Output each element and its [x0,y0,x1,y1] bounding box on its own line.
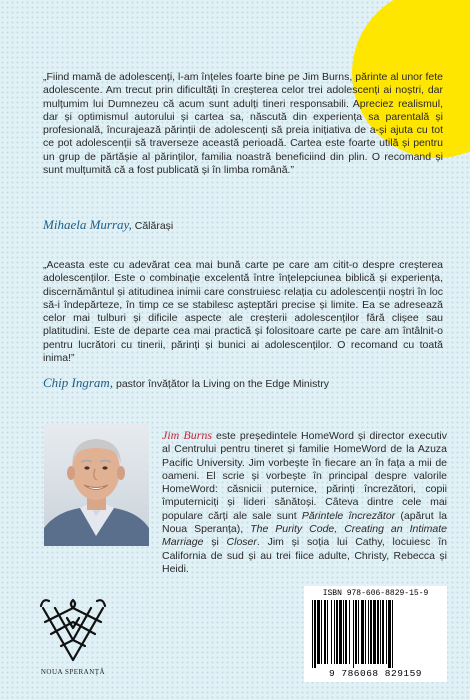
bio-book-1: Părintele încrezător [301,509,396,522]
testimonial-author-2: Chip Ingram, [43,375,114,390]
isbn-barcode [304,586,447,682]
bio-author-name: Jim Burns [162,428,213,442]
testimonial-place-1: Călărași [134,220,174,232]
bio-book-2: The Purity Code, Creating an Intimate Marriage [162,523,447,549]
publisher-logo-icon [33,594,113,668]
bio-text-4: . Jim și soția lui Cathy, locuiesc în California de sud și au trei fiice adulte, Christy, Rebecca și Heidi. [162,536,447,575]
barcode-bars [310,600,441,668]
testimonial-attribution-1 [43,217,173,233]
publisher-name: NOUA SPERANȚĂ [40,668,106,676]
author-bio [162,429,447,576]
testimonial-quote-1: „Fiind mamă de adolescenți, l-am înțeles foarte bine pe Jim Burns, părinte al unor fete adolescente. Am trecut prin dificultăți în creșterea celor trei adolescenți ai noștri, dar mulțumim lui Dumnezeu că acum sunt adulți tineri responsabili. Apreciez realismul, dar și optimismul autorului și cartea sa, născută din experiența sa parentală și profesională, încurajează părinții de adolescenți să preia inițiativa de a-și ajuta cu tot ce pot adolescenții să traverseze această perioadă. Cartea este foarte utilă și pentru un grup de părtășie al părinților, familia noastră beneficiind din plin. O recomand și sunt mulțumită că a fost publicată și în limba română.” [43,71,443,177]
testimonial-quote-2: „Aceasta este cu adevărat cea mai bună carte pe care am citit-o despre creșterea adolescenților. Este o combinație excelentă între înțelepciunea biblică și experiența, discernământul și atitudinea inimii care construiesc relația cu adolescenții noștri în loc să-i îndepărteze, în timp ce se stabilesc așteptări precise și limite. Ea se adresează celor mai tulburi și dificile aspecte ale creșterii adolescenților fără clișee sau platitudini. Este de departe cea mai practică și folositoare carte pe care am întâlnit-o pentru lucrători cu tinerii, părinți și bunici ai adolescenților. O recomand cu toată inima!” [43,259,443,365]
bio-text-1: este președintele HomeWord și director executiv al Centrului pentru tineret și familie HomeWord de la Azuza Pacific University. Jim vorbește în fiecare an în fața a mii de oameni. El scrie și vorbește în principal despre valorile HomeWord: căsnicii puternice, părinți încrezători, copii împuterniciți și lideri sănătoși. Câteva dintre cele mai populare cărți ale sale sunt [162,430,447,522]
testimonial-attribution-2 [43,375,329,391]
bio-text-3: și [203,536,227,549]
isbn-label: ISBN 978-606-8829-15-9 [322,589,429,598]
testimonial-author-1: Mihaela Murray, [43,217,132,232]
bio-text-2: (apărut la Noua Speranța), [162,509,447,536]
barcode-digits: 9 786068 829159 [328,668,422,679]
author-photo [44,424,149,546]
bio-book-3: Closer [226,536,257,549]
testimonial-role-2: pastor învățător la Living on the Edge Ministry [115,378,330,390]
